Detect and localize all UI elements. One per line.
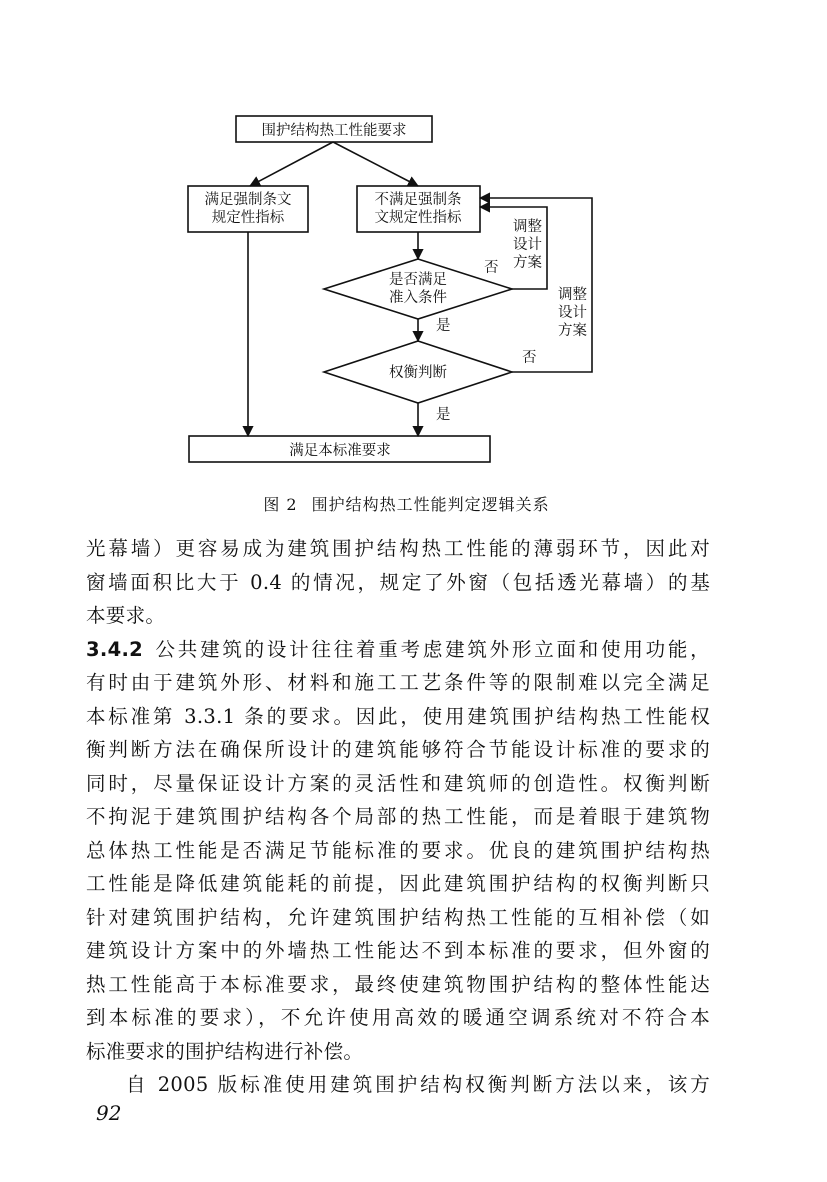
diamond1-label-2: 准入条件 <box>389 290 447 306</box>
no-label-2: 否 <box>522 350 537 366</box>
arrow-to-left-box <box>250 142 333 186</box>
paragraph-line: 标准要求的围护结构进行补偿。 <box>86 1039 364 1063</box>
section-number: 3.4.2 <box>86 637 144 661</box>
no-label-1: 否 <box>484 260 499 276</box>
yes-label-2: 是 <box>436 407 451 423</box>
paragraph-line: 本要求。 <box>86 604 166 627</box>
paragraph-line: 光幕墙）更容易成为建筑围护结构热工性能的薄弱环节，因此对 <box>86 537 710 560</box>
adjust2-label-1: 调整 <box>558 287 587 303</box>
page-number: 92 <box>96 1101 122 1125</box>
paragraph-line: 建筑设计方案中的外墙热工性能达不到本标准的要求，但外窗的 <box>86 939 710 962</box>
paragraph-line: 自 2005 版标准使用建筑围护结构权衡判断方法以来，该方 <box>126 1073 710 1096</box>
paragraph-line: 总体热工性能是否满足节能标准的要求。优良的建筑围护结构热 <box>86 838 710 862</box>
yes-label-1: 是 <box>436 318 451 334</box>
paragraph-line: 窗墙面积比大于 0.4 的情况，规定了外窗（包括透光幕墙）的基 <box>86 570 710 594</box>
paragraph-line: 针对建筑围护结构，允许建筑围护结构热工性能的互相补偿（如 <box>86 905 710 929</box>
adjust2-label-2: 设计 <box>558 305 587 321</box>
left-box-label-2: 规定性指标 <box>211 210 285 226</box>
flowchart-diagram <box>0 0 827 480</box>
paragraph-line: 热工性能高于本标准要求，最终使建筑物围护结构的整体性能达 <box>86 972 710 996</box>
section-heading-line <box>86 633 710 667</box>
paragraph-line: 工性能是降低建筑能耗的前提，因此建筑围护结构的权衡判断只 <box>86 872 710 895</box>
paragraph-line: 不拘泥于建筑围护结构各个局部的热工性能，而是着眼于建筑物 <box>86 805 710 828</box>
arrow-to-right-box <box>333 142 418 186</box>
paragraph-line: 公共建筑的设计往往着重考虑建筑外形立面和使用功能， <box>153 637 710 661</box>
paragraph-line: 有时由于建筑外形、材料和施工工艺条件等的限制难以完全满足 <box>86 671 710 694</box>
body-text <box>86 532 710 1102</box>
bottom-box-label: 满足本标准要求 <box>289 443 391 459</box>
diamond1-label-1: 是否满足 <box>389 272 447 288</box>
paragraph-line: 同时，尽量保证设计方案的灵活性和建筑师的创造性。权衡判断 <box>86 771 710 795</box>
adjust1-label-1: 调整 <box>513 219 542 235</box>
paragraph-line: 衡判断方法在确保所设计的建筑能够符合节能设计标准的要求的 <box>86 738 710 761</box>
top-box-label: 围护结构热工性能要求 <box>261 123 407 139</box>
adjust2-label-3: 方案 <box>558 323 587 339</box>
adjust1-label-3: 方案 <box>513 255 542 271</box>
right-box-label-1: 不满足强制条 <box>374 192 462 208</box>
paragraph-line: 本标准第 3.3.1 条的要求。因此，使用建筑围护结构热工性能权 <box>86 704 710 728</box>
diamond2-label: 权衡判断 <box>389 365 447 381</box>
adjust1-label-2: 设计 <box>513 237 542 253</box>
right-box-label-2: 文规定性指标 <box>374 210 462 226</box>
paragraph-line: 到本标准的要求），不允许使用高效的暖通空调系统对不符合本 <box>86 1006 710 1029</box>
figure-caption <box>0 492 827 515</box>
figure-label: 图 2 <box>263 495 298 514</box>
figure-title: 围护结构热工性能判定逻辑关系 <box>311 495 550 514</box>
left-box-label-1: 满足强制条文 <box>204 192 292 208</box>
